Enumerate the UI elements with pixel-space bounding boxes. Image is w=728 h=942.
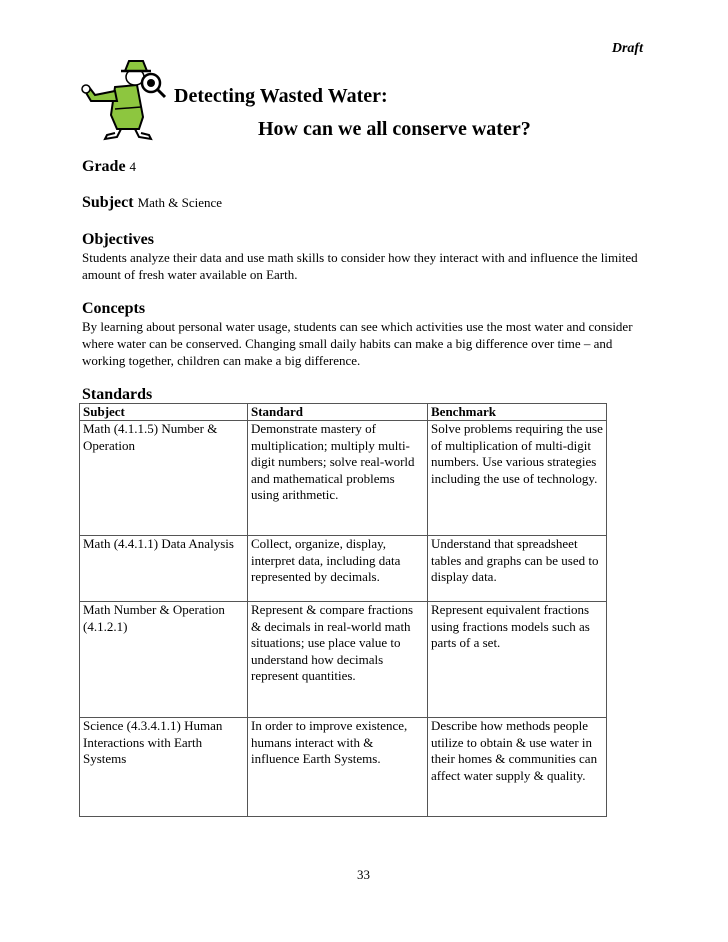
concepts-section bbox=[82, 299, 652, 369]
detective-mascot-icon bbox=[77, 57, 177, 142]
table-row bbox=[80, 421, 607, 536]
page-title: Detecting Wasted Water: bbox=[174, 85, 388, 107]
objectives-section bbox=[82, 230, 652, 283]
cell-standard: In order to improve existence, humans interact with & influence Earth Systems. bbox=[248, 718, 428, 817]
cell-subject: Science (4.3.4.1.1) Human Interactions with Earth Systems bbox=[80, 718, 248, 817]
standards-heading: Standards bbox=[82, 386, 153, 403]
cell-subject: Math (4.4.1.1) Data Analysis bbox=[80, 536, 248, 602]
cell-subject: Math Number & Operation (4.1.2.1) bbox=[80, 602, 248, 718]
standards-table bbox=[79, 403, 607, 817]
concepts-heading: Concepts bbox=[82, 300, 146, 317]
concepts-text: By learning about personal water usage, students can see which activities use the most water and consider where water can be conserved. Changing small daily habits can make a big difference over time – and working together, children can make a big difference. bbox=[82, 319, 633, 368]
table-header-row bbox=[80, 404, 607, 421]
cell-benchmark: Describe how methods people utilize to obtain & use water in their homes & communities can affect water supply & quality. bbox=[428, 718, 607, 817]
table-row bbox=[80, 602, 607, 718]
table-row bbox=[80, 536, 607, 602]
page-subtitle: How can we all conserve water? bbox=[258, 118, 531, 140]
cell-benchmark: Represent equivalent fractions using fractions models such as parts of a set. bbox=[428, 602, 607, 718]
cell-standard: Represent & compare fractions & decimals in real-world math situations; use place value to understand how decimals represent quantities. bbox=[248, 602, 428, 718]
cell-standard: Collect, organize, display, interpret data, including data represented by decimals. bbox=[248, 536, 428, 602]
column-header-subject: Subject bbox=[80, 404, 248, 421]
subject-value: Math & Science bbox=[137, 195, 223, 210]
subject-row bbox=[82, 194, 222, 212]
draft-label: Draft bbox=[611, 41, 643, 56]
standards-section bbox=[82, 385, 652, 404]
cell-benchmark: Solve problems requiring the use of multiplication of multi-digit numbers. Use various strategies including the use of technology. bbox=[428, 421, 607, 536]
subject-label: Subject bbox=[82, 194, 134, 211]
cell-subject: Math (4.1.1.5) Number & Operation bbox=[80, 421, 248, 536]
grade-label: Grade bbox=[82, 158, 126, 175]
column-header-benchmark: Benchmark bbox=[428, 404, 607, 421]
objectives-heading: Objectives bbox=[82, 231, 154, 248]
cell-benchmark: Understand that spreadsheet tables and graphs can be used to display data. bbox=[428, 536, 607, 602]
cell-standard: Demonstrate mastery of multiplication; multiply multi-digit numbers; solve real-world and mathematical problems using arithmetic. bbox=[248, 421, 428, 536]
table-row bbox=[80, 718, 607, 817]
objectives-text: Students analyze their data and use math skills to consider how they interact with and influence the limited amount of fresh water available on Earth. bbox=[82, 250, 638, 282]
grade-value: 4 bbox=[129, 159, 137, 174]
grade-row bbox=[82, 158, 136, 176]
page-number: 33 bbox=[357, 867, 370, 882]
column-header-standard: Standard bbox=[248, 404, 428, 421]
